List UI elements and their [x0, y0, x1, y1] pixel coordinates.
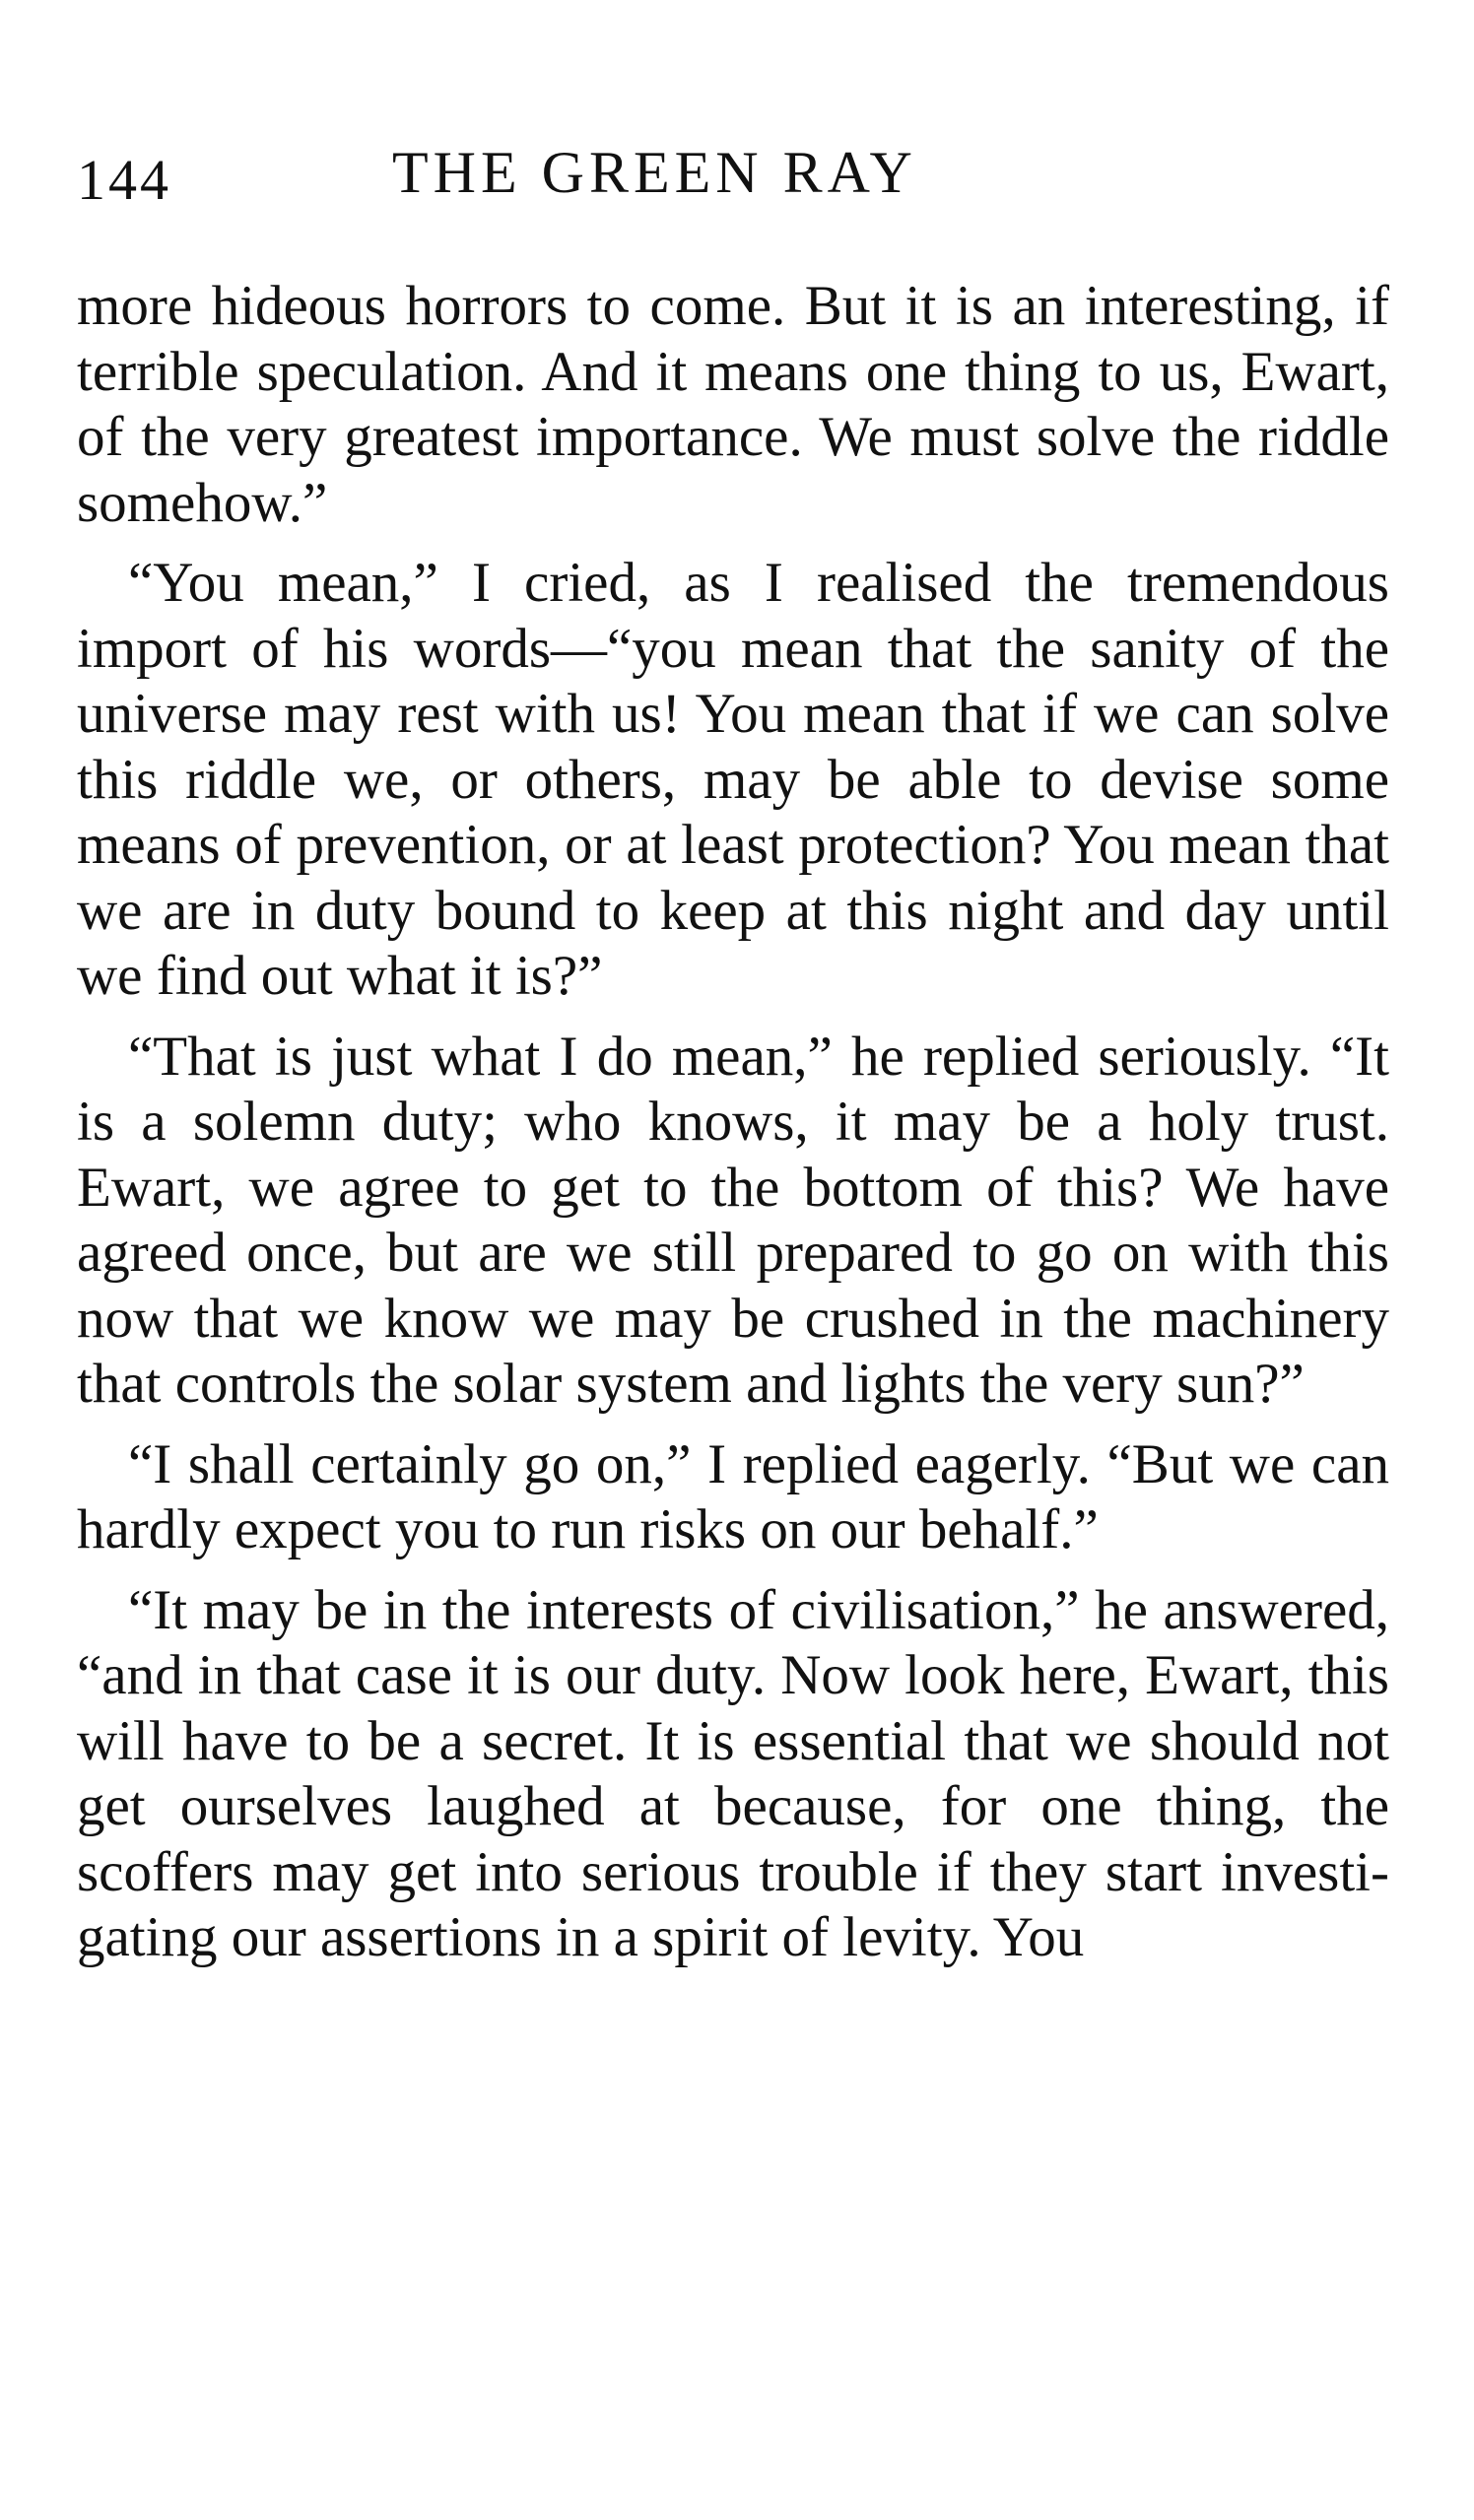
book-page	[77, 128, 1389, 2443]
paragraph-3: “That is just what I do mean,” he replied seriously. “It is a solemn duty; who knows, it may be a holy trust. Ewart, we agree to get to the bottom of this? We have agreed once, but are we still prepared to go on with this now that we know we may be crushed in the machinery that controls the solar system and lights the very sun?”	[77, 1025, 1389, 1415]
paragraph-5: “It may be in the interests of civilisation,” he answered, “and in that case it is our duty. Now look here, Ewart, this will have to be a secret. It is essential that we should not get ourselves laughed at because, for one thing, the scoffers may get into serious trouble if they start investi-gating our assertions in a spirit of levity. You	[77, 1578, 1389, 1968]
running-title: THE GREEN RAY	[392, 140, 917, 205]
paragraph-2: “You mean,” I cried, as I realised the tremendous import of his words—“you mean that the sanity of the universe may rest with us! You mean that if we can solve this riddle we, or others, may be able to devise some means of prevention, or at least protection? You mean that we are in duty bound to keep at this night and day until we find out what it is?”	[77, 552, 1389, 1007]
page-number: 144	[77, 148, 171, 212]
paragraph-1: more hideous horrors to come. But it is an interesting, if terrible speculation. And it means one thing to us, Ewart, of the very greatest importance. We must solve the riddle somehow.”	[77, 275, 1389, 534]
page-header	[77, 128, 1389, 217]
body-text	[77, 274, 1389, 1971]
paragraph-4: “I shall certainly go on,” I replied eagerly. “But we can hardly expect you to run risks on our behalf.”	[77, 1432, 1389, 1560]
